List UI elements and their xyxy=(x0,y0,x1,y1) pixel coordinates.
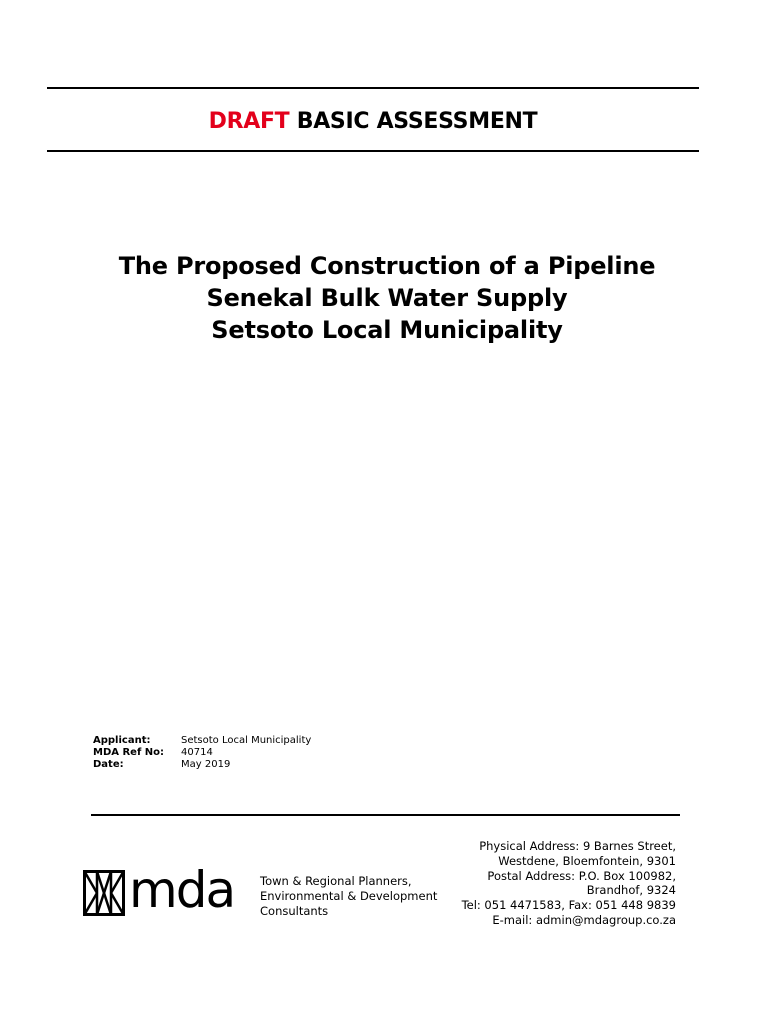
meta-row-applicant xyxy=(93,735,311,747)
meta-label: Applicant: xyxy=(93,735,151,746)
tagline-line: Environmental & Development xyxy=(260,889,438,903)
document-metadata xyxy=(93,735,311,771)
meta-row-ref xyxy=(93,747,311,759)
draft-label: DRAFT xyxy=(208,109,290,134)
document-title xyxy=(47,250,727,346)
banner-title: BASIC ASSESSMENT xyxy=(296,109,538,134)
top-rule xyxy=(47,87,699,89)
meta-row-date xyxy=(93,759,311,771)
title-line-1: The Proposed Construction of a Pipeline xyxy=(118,252,656,280)
address-line: Westdene, Bloemfontein, 9301 xyxy=(498,853,676,868)
title-line-3: Setsoto Local Municipality xyxy=(211,316,563,344)
footer-rule xyxy=(91,814,680,816)
tagline-line: Consultants xyxy=(260,904,329,918)
address-line: Brandhof, 9324 xyxy=(586,883,676,898)
contact-address xyxy=(462,839,676,928)
meta-label: Date: xyxy=(93,759,124,770)
address-line: Tel: 051 4471583, Fax: 051 448 9839 xyxy=(461,898,676,913)
email-address: E-mail: admin@mdagroup.co.za xyxy=(492,912,676,927)
address-line: Physical Address: 9 Barnes Street, xyxy=(479,839,676,853)
banner-bottom-rule xyxy=(47,150,699,152)
meta-value: 40714 xyxy=(181,747,213,758)
address-line: Postal Address: P.O. Box 100982, xyxy=(487,868,676,883)
tagline-line: Town & Regional Planners, xyxy=(260,874,412,888)
meta-value: Setsoto Local Municipality xyxy=(181,735,312,746)
mda-logo-icon xyxy=(83,870,125,916)
title-line-2: Senekal Bulk Water Supply xyxy=(206,284,568,312)
company-logo xyxy=(83,861,235,919)
logo-wordmark: mda xyxy=(129,861,235,919)
document-status-banner xyxy=(47,107,699,137)
meta-label: MDA Ref No: xyxy=(93,747,165,758)
meta-value: May 2019 xyxy=(181,759,231,770)
company-tagline xyxy=(260,874,437,919)
